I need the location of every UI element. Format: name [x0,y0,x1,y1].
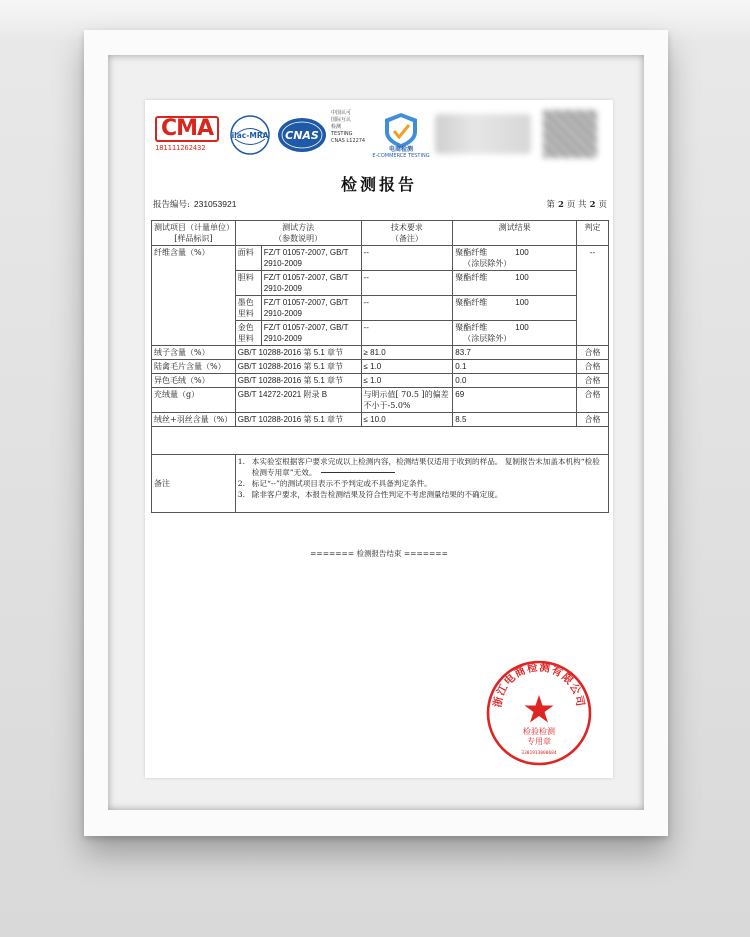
result-cell [453,296,577,321]
judgement-cell: 合格 [577,388,609,413]
method-cell: FZ/T 01057-2007, GB/T 2910-2009 [261,271,361,296]
cnas-caption [331,110,373,145]
result-cell: 8.5 [453,413,577,427]
fiber-note: （涂层除外） [463,334,512,343]
requirement-cell: ≥ 81.0 [361,346,453,360]
remark-item [238,478,606,489]
report-number-value: 231053921 [193,199,237,209]
page-suffix: 页 [598,200,607,210]
report-page [145,100,613,778]
method-cell: GB/T 10288-2016 第 5.1 章节 [235,374,361,388]
table-row [152,374,609,388]
fiber-name: 聚酯纤维 [455,298,488,307]
method-cell: GB/T 10288-2016 第 5.1 章节 [235,360,361,374]
cma-logo [155,116,221,152]
header-text: 测试项目（计量单位） [154,223,234,232]
ilac-label: ilac-MRA [231,131,269,140]
remark-text: 除非客户要求，本报告检测结果及符合性判定不考虑测量结果的不确定度。 [251,490,503,499]
cma-mark: CMA [155,116,219,142]
requirement-cell: ≤ 1.0 [361,374,453,388]
cnas-label: CNAS [285,129,319,142]
cnas-caption-line: 检测 [331,124,342,130]
seal-number: 3301913000684 [521,751,557,756]
remark-number: 2. [237,479,246,488]
ecom-caption-line: 电商检测 [388,146,413,153]
remark-text: 标记“--”的测试项目表示不予判定或不具备判定条件。 [251,479,432,488]
fiber-name: 聚酯纤维 [455,323,488,332]
item-cell: 异色毛绒（%） [152,374,236,388]
item-cell: 充绒量（g） [152,388,236,413]
header-text: 测试方法 [282,223,315,232]
fiber-value: 100 [515,248,529,257]
end-of-report-note: ======= 检测报告结束 ======= [310,549,448,558]
table-row [152,246,609,271]
seal-star-icon [525,695,554,723]
method-cell: FZ/T 01057-2007, GB/T 2910-2009 [261,321,361,346]
page-mid: 页 共 [566,200,587,210]
method-cell: FZ/T 01057-2007, GB/T 2910-2009 [261,296,361,321]
ecommerce-testing-caption [367,147,435,159]
result-cell [453,246,577,271]
fiber-value: 100 [515,298,529,307]
requirement-cell: 与明示值[ 70.5 ]的偏差不小于-5.0% [361,388,453,413]
item-cell: 绒丝+羽丝含量（%） [152,413,236,427]
results-table [151,220,609,513]
remarks-label: 备注 [152,455,236,513]
requirement-cell: ≤ 1.0 [361,360,453,374]
method-cell: FZ/T 01057-2007, GB/T 2910-2009 [261,246,361,271]
judgement-cell: 合格 [577,374,609,388]
result-cell [453,321,577,346]
header-method [235,221,361,246]
remarks-row [152,455,609,513]
document-title: 检测报告 [340,175,417,194]
table-row [152,360,609,374]
result-cell: 0.0 [453,374,577,388]
fiber-value: 100 [515,273,529,282]
separator-line [321,472,395,473]
judgement-cell: 合格 [577,346,609,360]
part-label-cell: 金色里料 [235,321,261,346]
result-cell: 83.7 [453,346,577,360]
seal-center-line: 专用章 [527,737,551,746]
requirement-cell: -- [361,296,453,321]
seal-center-line: 检验检测 [523,727,555,736]
part-label-cell: 面料 [235,246,261,271]
requirement-cell: -- [361,271,453,296]
item-cell: 陆禽毛片含量（%） [152,360,236,374]
method-cell: GB/T 14272-2021 附录 B [235,388,361,413]
table-row [152,346,609,360]
header-item [152,221,236,246]
part-label-cell: 墨色里料 [235,296,261,321]
cnas-logo [276,116,328,154]
requirement-cell: -- [361,321,453,346]
header-text: （参数说明） [274,234,323,243]
blank-cell [152,427,609,455]
remark-item [238,456,606,478]
certification-logos [145,100,613,162]
header-text: [样品标识] [174,234,213,243]
cnas-caption-line: 国际互认 [331,117,352,123]
cma-number: 181111262432 [155,144,206,152]
company-seal [485,659,593,767]
result-cell: 69 [453,388,577,413]
cnas-caption-line: TESTING [331,131,353,137]
cnas-caption-line: 中国认可 [331,110,352,116]
table-header-row [152,221,609,246]
requirement-cell: ≤ 10.0 [361,413,453,427]
fiber-name: 聚酯纤维 [455,248,488,257]
ilac-mra-logo [229,114,271,156]
page-prefix: 第 [546,200,555,210]
judgement-cell: 合格 [577,360,609,374]
page-current: 2 [557,200,564,210]
table-row [152,413,609,427]
report-number [153,198,236,210]
cnas-caption-line: CNAS L12274 [331,138,366,144]
page-indicator [546,198,607,210]
result-cell [453,271,577,296]
header-judgement: 判定 [577,221,609,246]
judgement-cell: 合格 [577,413,609,427]
header-requirement [361,221,453,246]
page-total: 2 [589,200,596,210]
remark-item [238,489,606,500]
part-label-cell: 胆料 [235,271,261,296]
fiber-value: 100 [515,323,529,332]
remark-text: 本实验室根据客户要求完成以上检测内容，检测结果仅适用于收到的样品。 复制报告未加盖本机构“检验检测专用章”无效。 [251,457,600,477]
ecom-caption-line: E-COMMERCE TESTING [372,153,430,159]
fiber-item-cell: 纤维含量（%） [152,246,236,346]
result-cell: 0.1 [453,360,577,374]
header-result: 测试结果 [453,221,577,246]
item-cell: 绒子含量（%） [152,346,236,360]
method-cell: GB/T 10288-2016 第 5.1 章节 [235,413,361,427]
fiber-note: （涂层除外） [463,259,512,268]
remark-number: 3. [237,490,246,499]
remark-number: 1. [237,457,246,466]
seal-ring-text: 浙江电商检测有限公司 [491,661,587,709]
blurred-qr-code [543,110,597,158]
blurred-company-info [435,114,531,154]
spacer-row [152,427,609,455]
judgement-cell: -- [577,246,609,346]
header-text: 技术要求 [390,223,423,232]
remarks-content [235,455,608,513]
requirement-cell: -- [361,246,453,271]
fiber-name: 聚酯纤维 [455,273,488,282]
table-row [152,388,609,413]
method-cell: GB/T 10288-2016 第 5.1 章节 [235,346,361,360]
header-text: （备注） [390,234,423,243]
report-number-label: 报告编号: [153,200,190,210]
